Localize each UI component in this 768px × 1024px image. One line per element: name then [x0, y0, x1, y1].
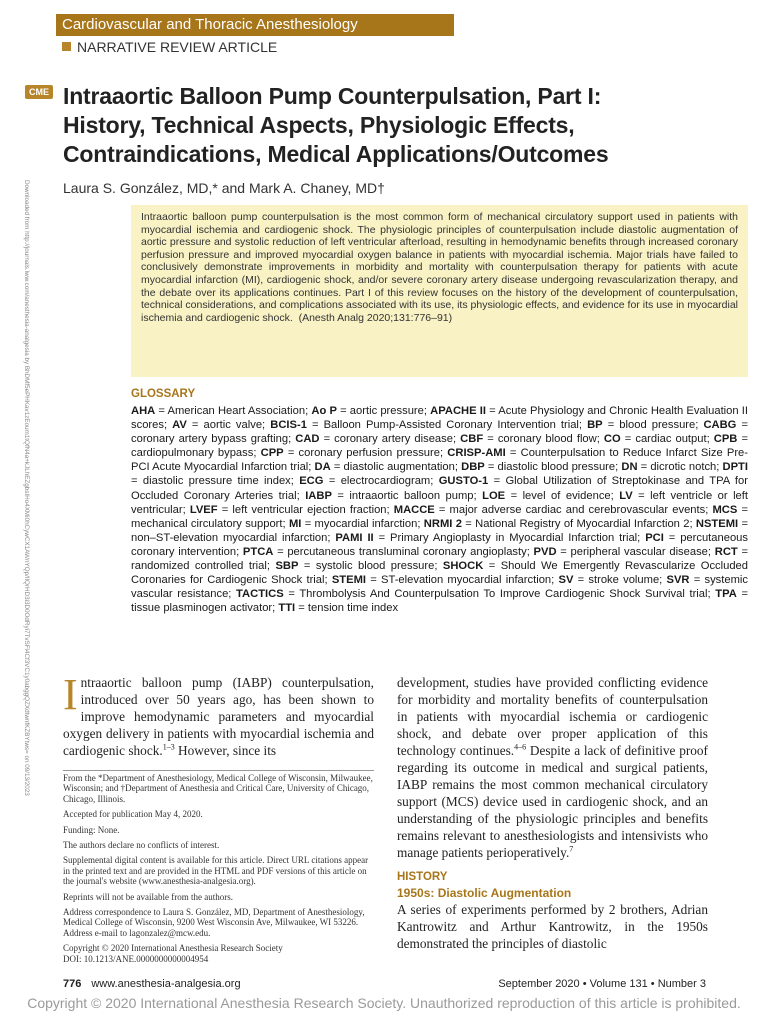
glossary-term: LVEF — [189, 503, 218, 516]
glossary-entry — [534, 546, 715, 558]
glossary-term: RCT — [714, 545, 738, 558]
article-type-label — [62, 39, 277, 55]
glossary-entry — [270, 419, 587, 431]
glossary-definition: = diastolic blood pressure; — [484, 461, 622, 474]
intro-text-end: However, since its — [174, 743, 277, 758]
glossary-term: TPA — [715, 588, 737, 601]
body-column-left — [63, 670, 374, 759]
glossary-term: PCI — [645, 531, 664, 544]
glossary-definition: = non–ST-elevation myocardial infarction; — [131, 517, 748, 544]
square-bullet-icon — [62, 42, 71, 51]
footnote-item: The authors declare no conflicts of interest. — [63, 840, 220, 851]
article-type-text: NARRATIVE REVIEW ARTICLE — [77, 39, 278, 55]
glossary-body — [131, 404, 748, 615]
glossary-term: MCS — [712, 503, 738, 516]
glossary-definition: = coronary blood flow; — [483, 433, 604, 446]
glossary-definition: = coronary artery disease; — [319, 433, 461, 446]
glossary-definition: = coronary artery bypass grafting; — [131, 419, 748, 446]
glossary-term: CAD — [295, 433, 320, 446]
glossary-entry — [289, 518, 424, 530]
glossary-definition: = intraaortic balloon pump; — [331, 489, 483, 502]
glossary-definition: = systolic blood pressure; — [298, 560, 443, 573]
glossary-entry — [604, 433, 714, 445]
article-authors: Laura S. González, MD,* and Mark A. Chaney, MD† — [63, 180, 385, 196]
glossary-term: CPP — [260, 447, 284, 460]
glossary-term: AV — [172, 419, 187, 432]
article-title: Intraaortic Balloon Pump Counterpulsation, Part I: History, Technical Aspects, Physiologic Effects, Contraindications, Medical Applications/Outcomes — [63, 83, 609, 167]
history-paragraph: A series of experiments performed by 2 brothers, Adrian Kantrowitz and Arthur Kantrowitz, in the 1950s demonstrated the principles of diastolic — [397, 902, 708, 951]
glossary-term: CABG — [703, 419, 737, 432]
glossary-term: LOE — [482, 489, 506, 502]
glossary-term: Ao P — [311, 405, 337, 417]
glossary-definition: = Thrombolysis And Counterpulsation To Improve Cardiogenic Shock Survival trial; — [283, 588, 716, 601]
footnote-item: From the *Department of Anesthesiology, Medical College of Wisconsin, Milwaukee, Wisconsin; and †Department of Anesthesia and Critical Care, University of Chicago, Chicago, Illinois. — [63, 773, 373, 804]
glossary-entry — [332, 574, 559, 586]
section-banner: Cardiovascular and Thoracic Anesthesiology — [56, 14, 454, 36]
citation-ref[interactable]: 1–3 — [162, 742, 175, 752]
glossary-entry — [335, 532, 645, 544]
glossary-definition: = coronary perfusion pressure; — [283, 447, 448, 460]
drop-cap: I — [63, 670, 78, 719]
intro-text: ntraaortic balloon pump (IABP) counterpulsation, introduced over 50 years ago, has been shown to improve hemodynamic parameters and myocardial oxygen delivery in patients with myocardial ischemia and cardiogenic shock. — [63, 675, 374, 758]
glossary-term: SVR — [666, 574, 690, 587]
glossary-entry — [275, 560, 442, 572]
glossary-definition: = ST-elevation myocardial infarction; — [366, 574, 559, 587]
glossary-entry — [587, 419, 703, 431]
glossary-definition: = myocardial infarction; — [301, 517, 424, 530]
glossary-term: DPTI — [722, 461, 748, 474]
glossary-entry — [558, 574, 666, 586]
cme-badge: CME — [25, 85, 53, 99]
glossary-term: CBF — [460, 433, 484, 446]
glossary-entry — [295, 433, 460, 445]
glossary-definition: = aortic pressure; — [336, 405, 431, 417]
glossary-entry — [278, 602, 398, 614]
abstract-citation: (Anesth Analg 2020;131:776–91) — [298, 311, 453, 324]
glossary-term: AHA — [131, 405, 156, 417]
glossary-definition: = tissue plasminogen activator; — [131, 588, 748, 615]
glossary-entry — [394, 504, 713, 516]
glossary-entry — [305, 490, 482, 502]
glossary-definition: = Acute Physiology and Chronic Health Evaluation II scores; — [131, 405, 749, 432]
download-notice-text: Downloaded from http://journals.lww.com/anesthesia-analgesia by BhDMf5ePHKav1zEoum1tQfN4a+kJLhEZgbsIHo4XMi0hCywCX1AWnYQp/IlQrHD3i3D0OdRyi7TvSFl4Cf3VC1y0abggQZXdtwnfKZBYtws= on 09/13/2023 — [23, 180, 30, 796]
glossary-term: DN — [621, 461, 638, 474]
glossary-entry — [460, 433, 604, 445]
glossary-definition: = peripheral vascular disease; — [556, 545, 715, 558]
glossary-term: CPB — [713, 433, 738, 446]
glossary-definition: = cardiopulmonary bypass; — [131, 433, 748, 460]
footnote-item: Reprints will not be available from the authors. — [63, 891, 233, 902]
glossary-entry — [311, 405, 430, 417]
glossary-term: APACHE II — [430, 405, 486, 417]
glossary-entry — [461, 461, 621, 473]
page-number: 776 — [63, 978, 82, 990]
glossary-definition: = diastolic pressure time index; — [131, 475, 300, 488]
glossary-definition: = Primary Angioplasty in Myocardial Infarction trial; — [373, 531, 646, 544]
intro-paragraph — [63, 670, 374, 759]
glossary-definition: = National Registry of Myocardial Infarction 2; — [461, 517, 696, 530]
glossary-term: ECG — [299, 475, 324, 488]
glossary-definition: = randomized controlled trial; — [131, 545, 748, 573]
continuation-text: development, studies have provided conflicting evidence for morbidity and mortality benefits of counterpulsation in patients with myocardial ischemia or cardiogenic shock, and debate over proper application of this technology continues. — [397, 675, 708, 758]
footnote-item: Accepted for publication May 4, 2020. — [63, 809, 203, 820]
glossary-term: GUSTO-1 — [438, 475, 489, 488]
glossary-definition: = stroke volume; — [573, 574, 667, 587]
glossary-term: IABP — [305, 489, 332, 502]
glossary-term: MI — [288, 517, 302, 530]
footnote-item: Supplemental digital content is available for this article. Direct URL citations appear in the printed text and are provided in the HTML and PDF versions of this article on the journal's website (www.anesthesia-analgesia.org). — [63, 855, 369, 887]
glossary-entry — [243, 546, 534, 558]
continuation-paragraph — [397, 674, 708, 861]
glossary-entry — [621, 461, 722, 473]
glossary-definition: = Global Utilization of Streptokinase and TPA for Occluded Coronary Arteries trial; — [131, 475, 748, 502]
glossary-definition: = American Heart Association; — [155, 405, 312, 417]
glossary-term: TTI — [278, 602, 296, 615]
glossary-definition: = left ventricle or left ventricular; — [131, 489, 748, 516]
glossary-definition: = percutaneous transluminal coronary angioplasty; — [273, 545, 534, 558]
continuation-text-2: Despite a lack of definitive proof regarding its outcome in medical and surgical patients, IABP remains the most common mechanical circulatory support (MCS) device used in cardiogenic shock, and an understanding of the physiologic principles and benefits remains relevant to anesthesiologists and intensivists who manage patients perioperatively. — [397, 743, 708, 860]
glossary-term: SV — [558, 574, 574, 587]
glossary-entry — [236, 588, 715, 600]
glossary-term: SHOCK — [442, 560, 484, 573]
glossary-definition: = blood pressure; — [602, 419, 704, 432]
download-notice — [22, 180, 52, 796]
glossary-term: PTCA — [242, 545, 274, 558]
footnote-item: Address correspondence to Laura S. González, MD, Department of Anesthesiology, Medical College of Wisconsin, 9200 West Wisconsin Ave, Milwaukee, WI 53226. Address e-mail to lagonzalez@mcw.edu. — [63, 907, 365, 938]
glossary-heading: GLOSSARY — [131, 388, 196, 400]
abstract-box — [131, 205, 748, 377]
glossary-term: CRISP-AMI — [447, 447, 506, 460]
glossary-term: TACTICS — [236, 588, 284, 601]
glossary-term: LV — [619, 489, 633, 502]
glossary-definition: = level of evidence; — [505, 489, 620, 502]
glossary-entry — [261, 447, 448, 459]
journal-website-link[interactable]: www.anesthesia-analgesia.org — [91, 978, 241, 990]
glossary-definition: = systemic vascular resistance; — [131, 574, 749, 601]
glossary-definition: = aortic valve; — [186, 419, 271, 432]
glossary-definition: = mechanical circulatory support; — [131, 503, 748, 530]
glossary-definition: = dicrotic notch; — [637, 461, 723, 474]
glossary-definition: = diastolic augmentation; — [330, 461, 462, 474]
glossary-term: DA — [314, 461, 331, 474]
glossary-section — [131, 386, 748, 615]
glossary-definition: = Counterpulsation to Reduce Infarct Size Pre-PCI Acute Myocardial Infarction trial; — [131, 447, 748, 474]
glossary-entry — [424, 518, 696, 530]
glossary-term: PVD — [533, 545, 557, 558]
body-column-right — [397, 674, 708, 952]
glossary-term: SBP — [275, 560, 299, 573]
citation-ref[interactable]: 7 — [569, 844, 574, 854]
glossary-term: NSTEMI — [695, 517, 739, 530]
copyright-notice: Copyright © 2020 International Anesthesia Research Society. Unauthorized reproduction of this article is prohibited. — [27, 995, 741, 1011]
glossary-definition: = major adverse cardiac and cerebrovascular events; — [434, 503, 713, 516]
glossary-definition: = tension time index — [295, 602, 399, 615]
glossary-definition: = cardiac output; — [620, 433, 714, 446]
glossary-term: STEMI — [331, 574, 367, 587]
glossary-entry — [315, 461, 462, 473]
glossary-definition: = electrocardiogram; — [323, 475, 439, 488]
glossary-term: DBP — [461, 461, 485, 474]
glossary-definition: = Should We Emergently Revascularize Occluded Coronaries for Cardiogenic Shock trial; — [131, 560, 749, 587]
footer-left — [63, 977, 241, 991]
glossary-term: BP — [587, 419, 603, 432]
glossary-term: MACCE — [393, 503, 435, 516]
glossary-entry — [131, 405, 311, 417]
footnote-item: Funding: None. — [63, 824, 120, 835]
glossary-entry — [299, 475, 438, 487]
glossary-term: PAMI II — [335, 531, 374, 544]
glossary-entry — [482, 490, 619, 502]
glossary-entry — [172, 419, 270, 431]
glossary-term: BCIS-1 — [270, 419, 307, 432]
glossary-definition: = percutaneous coronary intervention; — [131, 531, 748, 558]
abstract-text: Intraaortic balloon pump counterpulsation is the most common form of mechanical circulatory support used in patients with myocardial ischemia and cardiogenic shock. The physiologic principles of counterpulsation include diastolic augmentation of aortic pressure and systolic reduction of left ventricular afterload, resulting in hemodynamic benefits through increased coronary perfusion pressure and improved myocardial oxygen balance in patients with myocardial ischemia. Major trials have failed to conclusively demonstrate improvements in morbidity and mortality with counterpulsation therapy for patients with acute myocardial infarction (MI), cardiogenic shock, and/or severe coronary artery disease undergoing revascularization therapy, and the debate over its applications continues. Part I of this review focuses on the history of the development of counterpulsation, technical considerations, and complications associated with its use, its physiologic effects, and evidence for its use in myocardial ischemia and cardiogenic shock. — [141, 211, 738, 324]
footnote-item: Copyright © 2020 International Anesthesia Research Society DOI: 10.1213/ANE.0000000000004954 — [63, 943, 283, 964]
glossary-term: NRMI 2 — [423, 517, 462, 530]
glossary-definition: = left ventricular ejection fraction; — [217, 503, 394, 516]
glossary-definition: = Balloon Pump-Assisted Coronary Intervention trial; — [306, 419, 588, 432]
glossary-term: CO — [603, 433, 621, 446]
affiliation-footnotes — [63, 770, 374, 969]
citation-ref[interactable]: 4–6 — [514, 742, 527, 752]
history-heading: HISTORY — [397, 871, 448, 883]
history-subheading: 1950s: Diastolic Augmentation — [397, 886, 572, 900]
glossary-entry — [190, 504, 394, 516]
footer-issue: September 2020 • Volume 131 • Number 3 — [498, 978, 706, 990]
